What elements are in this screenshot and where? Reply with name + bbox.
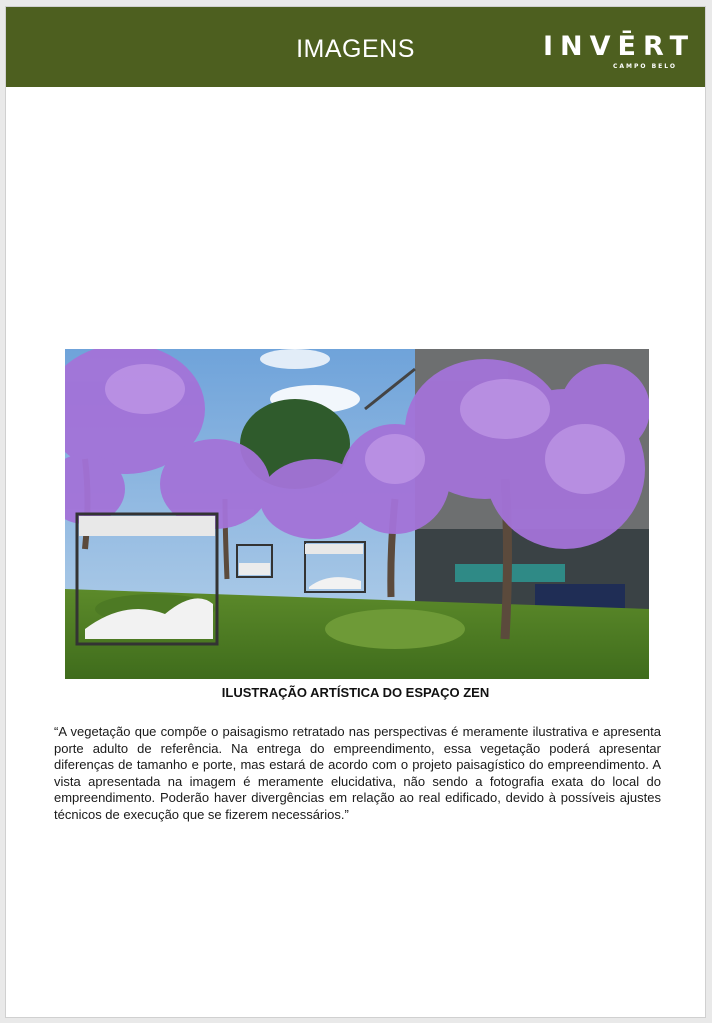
page-header — [6, 7, 705, 87]
brand-logo — [543, 31, 695, 75]
brand-logo-name: INVĒRT — [543, 31, 695, 62]
garden-rendering-image — [65, 349, 649, 679]
page-title: IMAGENS — [296, 35, 415, 63]
brand-logo-tagline: CAMPO BELO — [613, 63, 677, 70]
image-caption: ILUSTRAÇÃO ARTÍSTICA DO ESPAÇO ZEN — [221, 685, 490, 700]
disclaimer-paragraph: “A vegetação que compõe o paisagismo retratado nas perspectivas é meramente ilustrativa e apresenta porte adulto de referência. Na entrega do empreendimento, essa vegetação poderá apresentar diferenças de tamanho e porte, mas estará de acordo com o projeto paisagístico do empreendimento. A vista apresentada na imagem é meramente elucidativa, não sendo a fotografia exata do local do empreendimento. Poderão haver divergências em relação ao real edificado, devido à possíveis ajustes técnicos de execução que se fizerem necessários.” — [54, 724, 661, 822]
document-page — [5, 6, 706, 1018]
